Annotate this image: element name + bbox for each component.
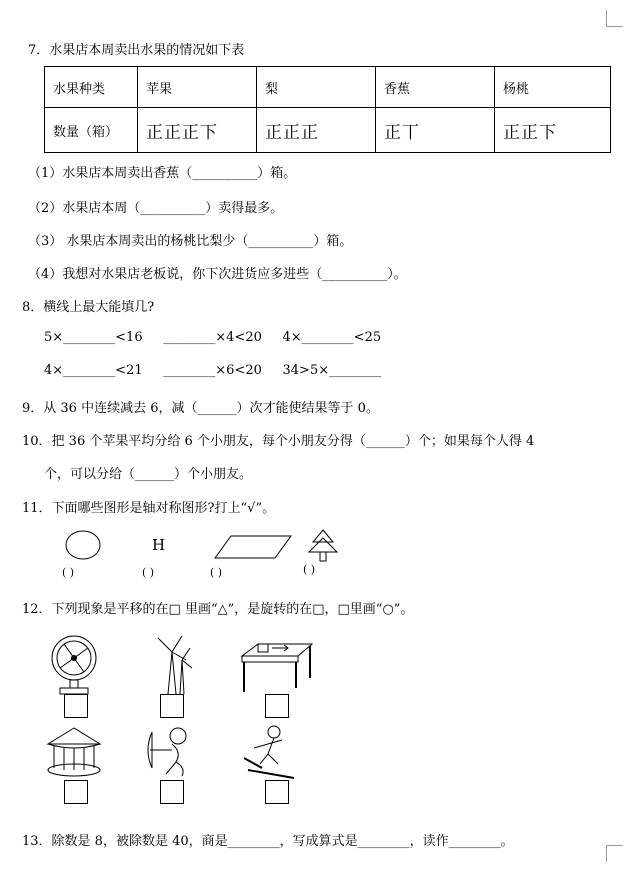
fan-picture bbox=[46, 634, 104, 696]
q7-sub1: （1）水果店本周卖出香蕉（__________）箱。 bbox=[28, 166, 297, 181]
corner-mark-top-right bbox=[606, 10, 623, 27]
answer-box[interactable] bbox=[265, 780, 289, 804]
q8-row2: 4×________<21 ________×6<20 34>5×________ bbox=[44, 363, 382, 378]
table-header-cell: 梨 bbox=[257, 67, 376, 108]
archer-picture bbox=[146, 722, 196, 778]
skier-picture bbox=[238, 724, 298, 780]
windmill-picture bbox=[150, 634, 196, 696]
answer-box[interactable] bbox=[160, 694, 184, 718]
table-header-cell: 苹果 bbox=[138, 67, 257, 108]
table-header-cell: 杨桃 bbox=[495, 67, 611, 108]
q7-sub2: （2）水果店本周（__________）卖得最多。 bbox=[28, 201, 284, 216]
q11-answer-paren: ( ) bbox=[142, 566, 155, 579]
q13-text: 13．除数是 8，被除数是 40，商是________，写成算式是________，读作________。 bbox=[22, 834, 514, 849]
answer-box[interactable] bbox=[64, 694, 88, 718]
carousel-picture bbox=[44, 726, 104, 778]
q11-answer-paren: ( ) bbox=[303, 563, 316, 576]
ellipse-shape bbox=[66, 531, 100, 559]
q8-title: 8．横线上最大能填几? bbox=[22, 300, 155, 315]
table-count-row bbox=[45, 108, 611, 153]
tally-cell: 正正下 bbox=[495, 108, 611, 153]
q11-title: 11．下面哪些图形是轴对称图形?打上“√”。 bbox=[22, 501, 276, 516]
fruit-sales-table bbox=[44, 66, 611, 153]
q11-answer-paren: ( ) bbox=[62, 566, 75, 579]
answer-box[interactable] bbox=[64, 780, 88, 804]
tally-cell: 正正正下 bbox=[138, 108, 257, 153]
tree-shape bbox=[309, 530, 337, 561]
q11-shapes bbox=[55, 526, 355, 566]
q7-title: 7．水果店本周卖出水果的情况如下表 bbox=[28, 43, 245, 58]
table-header-row bbox=[45, 67, 611, 108]
corner-mark-bottom-right bbox=[606, 845, 623, 862]
q10-line1: 10．把 36 个苹果平均分给 6 个小朋友，每个小朋友分得（______）个；如果每个人得 4 bbox=[22, 434, 535, 449]
table-row-label: 数量（箱） bbox=[45, 108, 138, 153]
table-header-cell: 香蕉 bbox=[376, 67, 495, 108]
q12-title: 12．下列现象是平移的在□ 里画“△”，是旋转的在□，□里画“○”。 bbox=[22, 602, 414, 617]
tally-cell: 正正正 bbox=[257, 108, 376, 153]
table-header-cell: 水果种类 bbox=[45, 67, 138, 108]
tally-cell: 正丅 bbox=[376, 108, 495, 153]
q9-text: 9．从 36 中连续减去 6，减（______）次才能使结果等于 0。 bbox=[22, 401, 379, 416]
q7-sub4: （4）我想对水果店老板说，你下次进货应多进些（__________）。 bbox=[28, 267, 407, 282]
answer-box[interactable] bbox=[265, 694, 289, 718]
table-box-picture bbox=[238, 638, 316, 694]
q7-sub3: （3） 水果店本周卖出的杨桃比梨少（__________）箱。 bbox=[28, 234, 353, 249]
answer-box[interactable] bbox=[160, 780, 184, 804]
q11-letter-h: H bbox=[152, 536, 166, 554]
q10-line2: 个，可以分给（______）个小朋友。 bbox=[44, 467, 253, 482]
q8-row1: 5×________<16 ________×4<20 4×________<25 bbox=[44, 330, 382, 345]
q11-answer-paren: ( ) bbox=[210, 566, 223, 579]
parallelogram-shape bbox=[215, 536, 291, 558]
